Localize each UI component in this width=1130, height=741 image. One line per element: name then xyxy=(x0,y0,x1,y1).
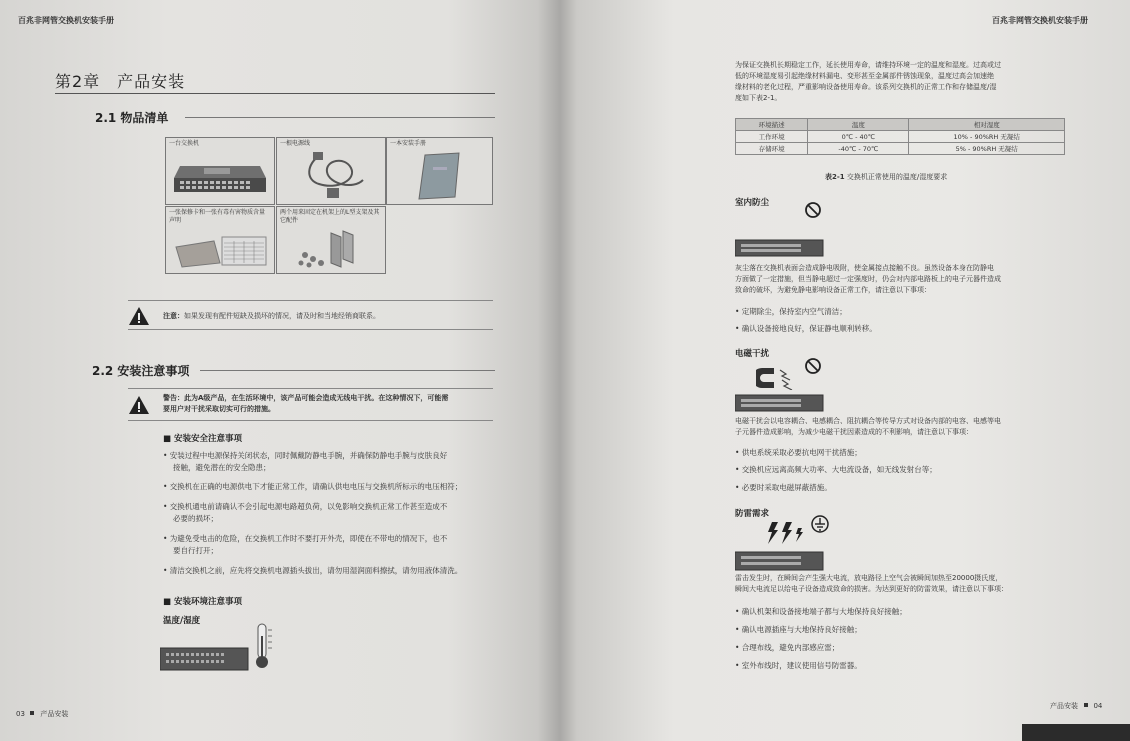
table-cell: 5% - 90%RH 无凝结 xyxy=(909,143,1065,155)
footer-label: 产品安装 xyxy=(1050,702,1078,710)
chapter-rule xyxy=(55,93,495,94)
intro-line: 低的环境湿度易引起绝缘材料漏电、变形甚至金属部件锈蚀现象，温度过高会加速绝 xyxy=(735,72,994,80)
item-label: 一本安装手册 xyxy=(390,140,427,147)
lightning-title: 防雷需求 xyxy=(735,509,770,519)
item-label: 一根电源线 xyxy=(280,140,311,147)
lightning-item: • 确认机架和设备接地端子都与大地保持良好接触； xyxy=(735,607,907,616)
lightning-line: 雷击发生时，在瞬间会产生强大电流，放电路径上空气会被瞬间加热至20000摄氏度， xyxy=(735,574,1003,582)
note-rule-bottom xyxy=(128,329,493,330)
warranty-card-image xyxy=(174,233,270,269)
intro-line: 度如下表2-1。 xyxy=(735,94,782,102)
switch-image xyxy=(174,158,266,198)
table-cell: 工作环境 xyxy=(736,131,808,143)
dust-line: 灰尘落在交换机表面会造成静电吸附，使金属接点接触不良。虽然设备本身在防静电 xyxy=(735,264,994,272)
dust-item: • 确认设备接地良好，保证静电顺利转移。 xyxy=(735,324,877,333)
safety-item xyxy=(163,450,447,474)
lightning-icon xyxy=(764,520,804,546)
section-title-2-2: 2.2 安装注意事项 xyxy=(92,364,190,378)
table-cell: -40℃ - 70℃ xyxy=(808,143,909,155)
safety-line: • 安装过程中电源保持关闭状态，同时佩戴防静电手腕，并确保防静电手腕与皮肤良好 xyxy=(163,451,448,460)
emi-paragraph xyxy=(735,416,1105,438)
item-box-power-cable xyxy=(276,137,386,205)
no-sign-icon xyxy=(804,357,822,375)
item-label: 两个用来固定在机架上的L型支架及其它配件 xyxy=(280,209,380,224)
safety-line: 要自行打开； xyxy=(173,546,218,555)
env-title: ■ 安装环境注意事项 xyxy=(163,597,242,607)
item-box-brackets xyxy=(276,206,386,274)
thermometer-icon xyxy=(250,622,276,670)
running-head-left: 百兆非网管交换机安装手册 xyxy=(18,16,114,25)
safety-line: • 交换机通电前请确认不会引起电源电路超负荷，以免影响交换机正常工作甚至造成不 xyxy=(163,502,448,511)
lightning-paragraph xyxy=(735,573,1105,595)
section-rule xyxy=(185,117,495,118)
lightning-line: 瞬间大电流足以给电子设备造成致命的损害。为达到更好的防雷效果，请注意以下事项： xyxy=(735,585,1008,593)
emi-line: 子元器件造成影响，为减少电磁干扰因素造成的不利影响，请注意以下事项： xyxy=(735,428,973,436)
left-page xyxy=(0,0,560,741)
dust-line: 致命的破坏，为避免静电影响设备正常工作，请注意以下事项： xyxy=(735,286,931,294)
footer-label: 产品安装 xyxy=(40,710,69,718)
table-header-row xyxy=(736,119,1065,131)
table-header: 温度 xyxy=(808,119,909,131)
intro-paragraph xyxy=(735,60,1095,104)
page-number: 03 xyxy=(16,710,25,718)
item-label: 一张保修卡和一张有毒有害物质含量声明 xyxy=(169,209,266,224)
right-page xyxy=(560,0,1130,741)
table-caption-label: 表2-1 xyxy=(825,173,845,181)
page-number: 04 xyxy=(1093,702,1103,710)
switch-image xyxy=(735,393,825,413)
footer-left xyxy=(16,709,68,719)
note-rule-top xyxy=(128,300,493,301)
footer-right xyxy=(1050,701,1102,711)
no-sign-icon xyxy=(804,201,822,219)
safety-line: 接触，避免潜在的安全隐患； xyxy=(173,463,271,472)
switch-image xyxy=(735,550,825,572)
lightning-item: • 确认电源插座与大地保持良好接触； xyxy=(735,625,862,634)
item-box-switch xyxy=(165,137,275,205)
safety-line: • 为避免受电击的危险，在交换机工作时不要打开外壳，即使在不带电的情况下，也不 xyxy=(163,534,448,543)
table-caption xyxy=(825,172,947,183)
safety-item xyxy=(163,533,447,557)
ground-icon xyxy=(810,514,830,534)
safety-item xyxy=(163,565,462,577)
warning-label: 警告： xyxy=(163,394,184,402)
switch-image xyxy=(160,646,250,672)
safety-item xyxy=(163,501,447,525)
emi-title: 电磁干扰 xyxy=(735,349,770,359)
warning-rule-top xyxy=(128,388,493,389)
table-row xyxy=(736,131,1065,143)
warning-line-1: 此为A级产品，在生活环境中，该产品可能会造成无线电干扰。在这种情况下，可能需 xyxy=(184,394,449,402)
item-label: 一台交换机 xyxy=(169,140,200,147)
safety-line: 必要的损坏； xyxy=(173,514,218,523)
section-rule xyxy=(200,370,495,371)
running-head-right: 百兆非网管交换机安装手册 xyxy=(992,16,1088,25)
emi-item: • 交换机应远离高频大功率、大电流设备，如无线发射台等； xyxy=(735,465,937,474)
chapter-title: 第2章 产品安装 xyxy=(55,72,186,91)
lightning-item: • 室外布线时，建议使用信号防雷器。 xyxy=(735,661,862,670)
safety-line: • 清洁交换机之前，应先将交换机电源插头拔出，请勿用湿润面料擦拭，请勿用液体清洗。 xyxy=(163,566,463,575)
lightning-item: • 合理布线，避免内部感应雷； xyxy=(735,643,840,652)
item-box-manual xyxy=(386,137,493,205)
warning-text xyxy=(163,393,503,415)
warning-line-2: 要用户对干扰采取切实可行的措施。 xyxy=(163,405,275,413)
switch-image xyxy=(735,238,825,258)
temp-title: 温度/湿度 xyxy=(163,616,201,626)
safety-title: ■ 安装安全注意事项 xyxy=(163,434,242,444)
note-label: 注意： xyxy=(163,312,184,320)
manual-image xyxy=(415,151,465,201)
item-box-warranty xyxy=(165,206,275,274)
safety-item xyxy=(163,481,462,493)
table-cell: 10% - 90%RH 无凝结 xyxy=(909,131,1065,143)
table-cell: 存储环境 xyxy=(736,143,808,155)
table-row xyxy=(736,143,1065,155)
note-body: 如果发现有配件短缺及损坏的情况，请及时和当地经销商联系。 xyxy=(184,312,380,320)
table-caption-text: 交换机正常使用的温度/湿度要求 xyxy=(844,173,948,181)
section-title-2-1: 2.1 物品清单 xyxy=(95,111,169,125)
env-table xyxy=(735,118,1065,155)
bracket-image xyxy=(291,229,375,271)
emi-item: • 必要时采取电磁屏蔽措施。 xyxy=(735,483,832,492)
safety-line: • 交换机在正确的电源供电下才能正常工作，请确认供电电压与交换机所标示的电压相符； xyxy=(163,482,463,491)
note-text xyxy=(163,311,380,322)
warning-triangle-icon xyxy=(128,395,150,415)
dust-paragraph xyxy=(735,263,1105,296)
intro-line: 缘材料的老化过程，严重影响设备使用寿命。该系列交换机的正常工作和存储温度/湿 xyxy=(735,83,997,91)
power-cable-image xyxy=(297,150,377,202)
corner-shadow xyxy=(1022,724,1130,741)
dust-title: 室内防尘 xyxy=(735,198,770,208)
dust-item: • 定期除尘，保持室内空气清洁； xyxy=(735,307,847,316)
table-header: 相对湿度 xyxy=(909,119,1065,131)
warning-rule-bottom xyxy=(128,420,493,421)
intro-line: 为保证交换机长期稳定工作，延长使用寿命，请维持环境一定的温度和湿度。过高或过 xyxy=(735,61,1001,69)
magnet-icon xyxy=(756,360,806,390)
table-cell: 0℃ - 40℃ xyxy=(808,131,909,143)
dust-line: 方面做了一定措施，但当静电超过一定强度时，仍会对内部电路板上的电子元器件造成 xyxy=(735,275,1001,283)
table-header: 环境描述 xyxy=(736,119,808,131)
warning-triangle-icon xyxy=(128,306,150,326)
emi-item: • 供电系统采取必要抗电网干扰措施； xyxy=(735,448,862,457)
emi-line: 电磁干扰会以电容耦合、电感耦合、阻抗耦合等传导方式对设备内部的电容、电感等电 xyxy=(735,417,1001,425)
